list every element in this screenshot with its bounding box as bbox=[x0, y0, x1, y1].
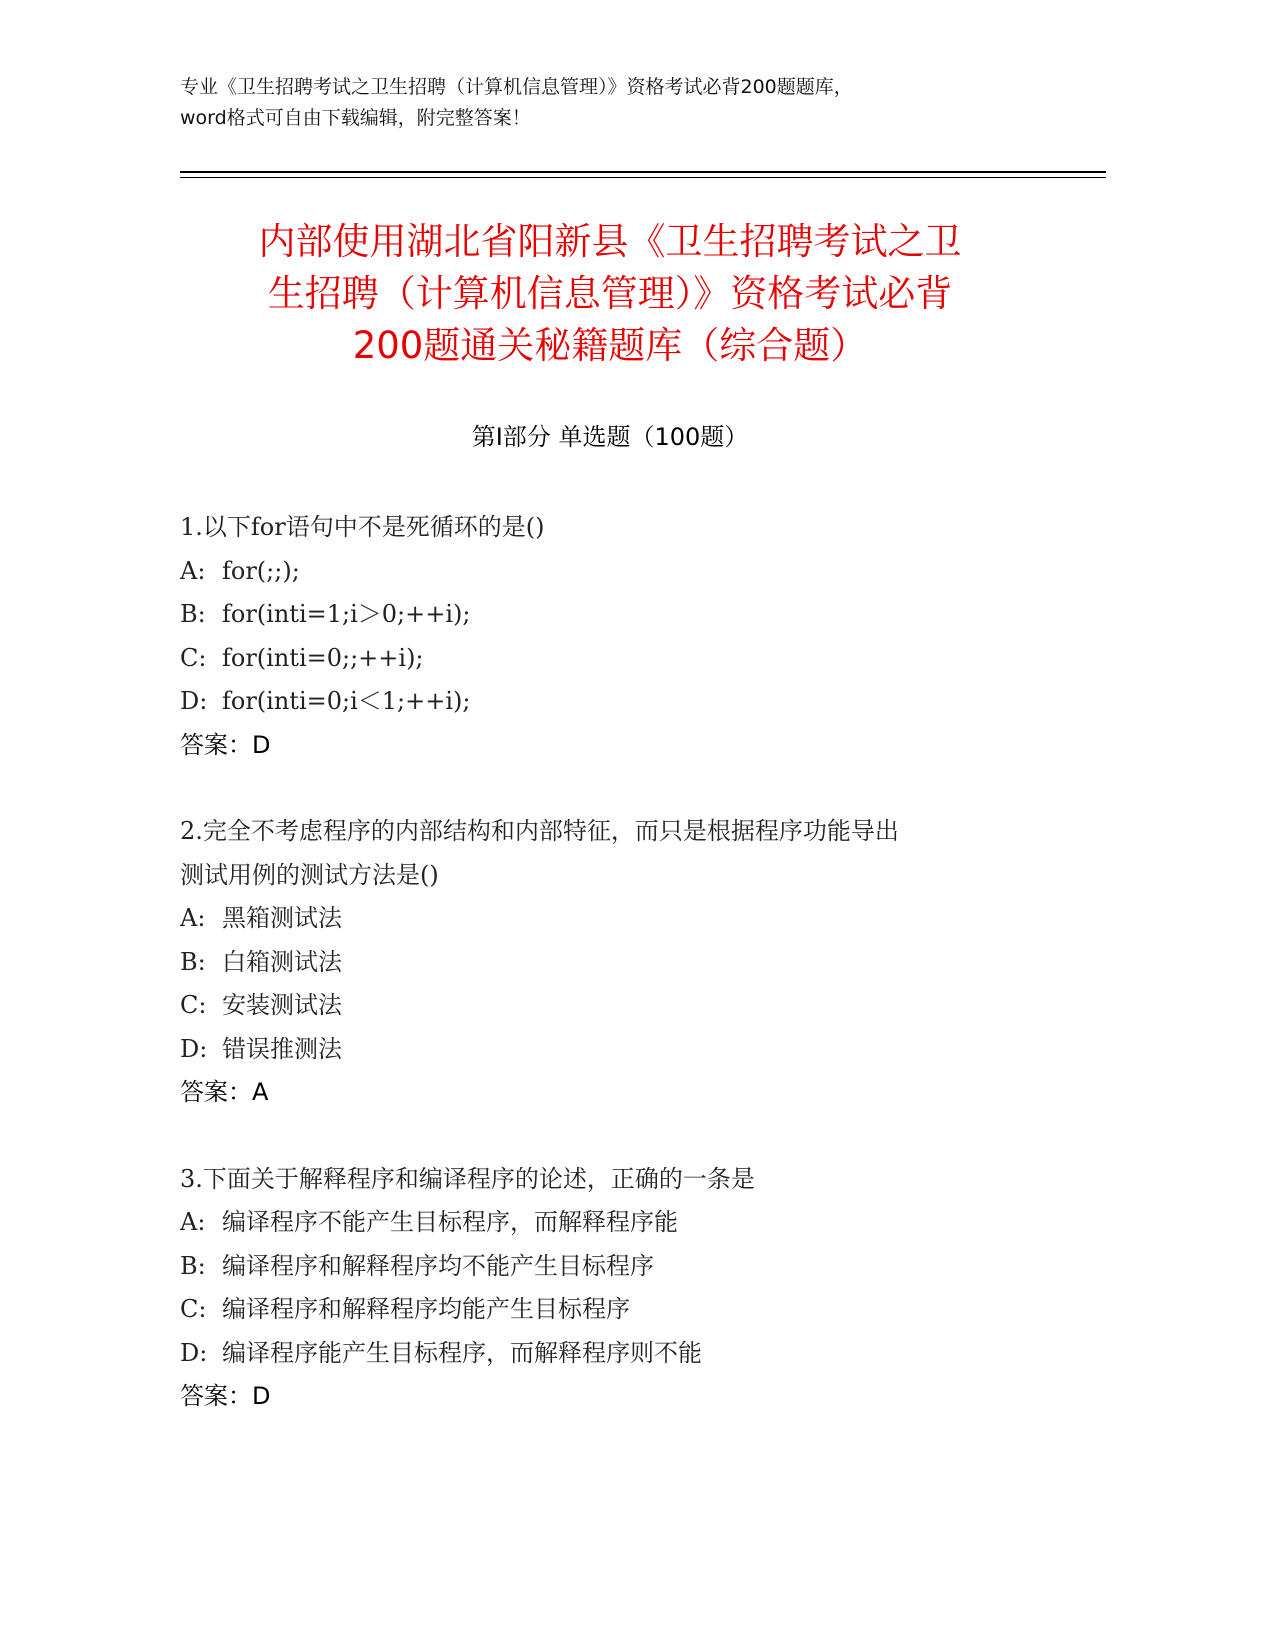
header-note-line-2: word格式可自由下载编辑，附完整答案！ bbox=[180, 107, 531, 129]
option-key: C: bbox=[180, 643, 207, 672]
option-text: 编译程序能产生目标程序，而解释程序则不能 bbox=[222, 1338, 702, 1367]
option-d bbox=[180, 1028, 1080, 1072]
option-text: 编译程序不能产生目标程序，而解释程序能 bbox=[222, 1208, 678, 1236]
option-d bbox=[180, 1332, 1080, 1376]
option-text: for(inti=0;;++i); bbox=[222, 643, 424, 672]
option-b bbox=[180, 593, 1080, 637]
option-key: D: bbox=[180, 1338, 208, 1367]
option-text: for(inti=0;i＜1;++i); bbox=[222, 687, 471, 715]
question-3 bbox=[180, 1158, 1080, 1419]
option-text: for(;;); bbox=[222, 556, 300, 585]
option-a bbox=[180, 1201, 1080, 1245]
option-text: for(inti=1;i＞0;++i); bbox=[222, 600, 471, 628]
option-key: A: bbox=[180, 1208, 206, 1236]
question-stem: 1.以下for语句中不是死循环的是() bbox=[180, 513, 545, 541]
option-key: B: bbox=[180, 947, 206, 976]
question-2 bbox=[180, 810, 1080, 1115]
option-text: 编译程序和解释程序均能产生目标程序 bbox=[222, 1295, 630, 1323]
document-title-line-2: 生招聘（计算机信息管理）》资格考试必背 bbox=[267, 272, 953, 315]
option-text: 安装测试法 bbox=[222, 991, 342, 1019]
option-key: B: bbox=[180, 600, 206, 628]
document-title bbox=[180, 216, 1040, 372]
answer: 答案：D bbox=[180, 1382, 271, 1410]
option-key: D: bbox=[180, 687, 208, 715]
option-text: 白箱测试法 bbox=[222, 947, 342, 976]
answer: 答案：A bbox=[180, 1078, 269, 1106]
option-c bbox=[180, 637, 1080, 681]
section-heading: 第Ⅰ部分 单选题（100题） bbox=[471, 423, 749, 451]
option-key: A: bbox=[180, 556, 206, 585]
header-divider-thick bbox=[180, 171, 1106, 173]
option-c bbox=[180, 1288, 1080, 1332]
question-stem: 3.下面关于解释程序和编译程序的论述，正确的一条是 bbox=[180, 1164, 755, 1193]
option-c bbox=[180, 984, 1080, 1028]
option-a bbox=[180, 897, 1080, 941]
question-list bbox=[180, 506, 1080, 1462]
question-stem: 2.完全不考虑程序的内部结构和内部特征，而只是根据程序功能导出 bbox=[180, 817, 899, 845]
header-divider-thin bbox=[180, 177, 1106, 178]
question-stem-continued: 测试用例的测试方法是() bbox=[180, 860, 439, 889]
option-text: 错误推测法 bbox=[222, 1034, 342, 1063]
option-key: A: bbox=[180, 904, 206, 932]
option-b bbox=[180, 941, 1080, 985]
question-1 bbox=[180, 506, 1080, 767]
option-key: C: bbox=[180, 1295, 207, 1323]
option-key: C: bbox=[180, 991, 207, 1019]
option-text: 编译程序和解释程序均不能产生目标程序 bbox=[222, 1251, 654, 1280]
option-b bbox=[180, 1245, 1080, 1289]
document-title-line-1: 内部使用湖北省阳新县《卫生招聘考试之卫 bbox=[258, 220, 962, 263]
option-text: 黑箱测试法 bbox=[222, 904, 342, 932]
option-key: D: bbox=[180, 1034, 208, 1063]
header-note-line-1: 专业《卫生招聘考试之卫生招聘（计算机信息管理）》资格考试必背200题题库， bbox=[180, 76, 853, 98]
document-title-line-3: 200题通关秘籍题库（综合题） bbox=[352, 324, 868, 367]
option-d bbox=[180, 680, 1080, 724]
answer: 答案：D bbox=[180, 730, 271, 759]
option-key: B: bbox=[180, 1251, 206, 1280]
header-note bbox=[180, 72, 1100, 134]
option-a bbox=[180, 550, 1080, 594]
